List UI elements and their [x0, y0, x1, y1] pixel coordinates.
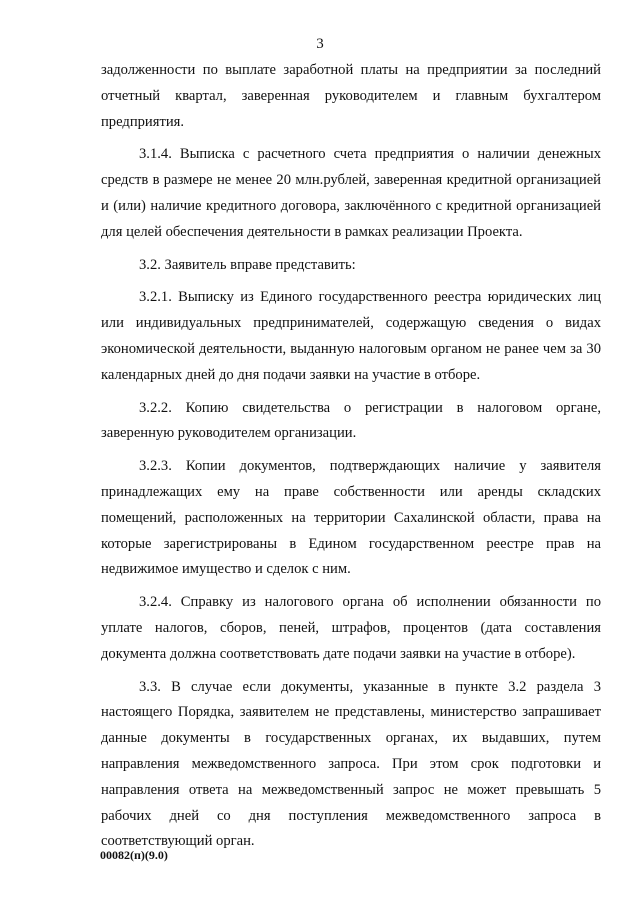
paragraph-3-2-2: 3.2.2. Копию свидетельства о регистрации в налоговом органе, заверенную руководителем организации. — [101, 399, 601, 442]
paragraph-3-1-4: 3.1.4. Выписка с расчетного счета предприятия о наличии денежных средств в размере не менее 20 млн.рублей, заверенная кредитной организацией и (или) наличие кредитного договора, заключённого с кредитной организацией для целей обеспечения деятельности в рамках реализации Проекта. — [101, 146, 601, 240]
document-code: 00082(п)(9.0) — [100, 848, 168, 862]
document-body — [101, 58, 601, 862]
paragraph-3-3: 3.3. В случае если документы, указанные в пункте 3.2 раздела 3 настоящего Порядка, заявителем не представлены, министерство запрашивает данные документы в государственных органах, их выдавших, путем направления межведомственного запроса. При этом срок подготовки и направления ответа на межведомственный запрос не может превышать 5 рабочих дней со дня поступления межведомственного запроса в соответствующий орган. — [101, 678, 601, 850]
paragraph-3-2: 3.2. Заявитель вправе представить: — [139, 256, 356, 273]
paragraph-3-2-3: 3.2.3. Копии документов, подтверждающих наличие у заявителя принадлежащих ему на праве собственности или аренды складских помещений, расположенных на территории Сахалинской области, права на которые зарегистрированы в Едином государственном реестре прав на недвижимое имущество и сделок с ним. — [101, 458, 601, 578]
paragraph-3-2-4: 3.2.4. Справку из налогового органа об исполнении обязанности по уплате налогов, сборов, пеней, штрафов, процентов (дата составления документа должна соответствовать дате подачи заявки на участие в отборе). — [101, 594, 601, 662]
paragraph-continuation: задолженности по выплате заработной платы на предприятии за последний отчетный квартал, заверенная руководителем и главным бухгалтером предприятия. — [101, 62, 601, 130]
page-number: 3 — [316, 36, 324, 52]
paragraph-3-2-1: 3.2.1. Выписку из Единого государственного реестра юридических лиц или индивидуальных предпринимателей, содержащую сведения о видах экономической деятельности, выданную налоговым органом не ранее чем за 30 календарных дней до дня подачи заявки на участие в отборе. — [101, 289, 601, 383]
